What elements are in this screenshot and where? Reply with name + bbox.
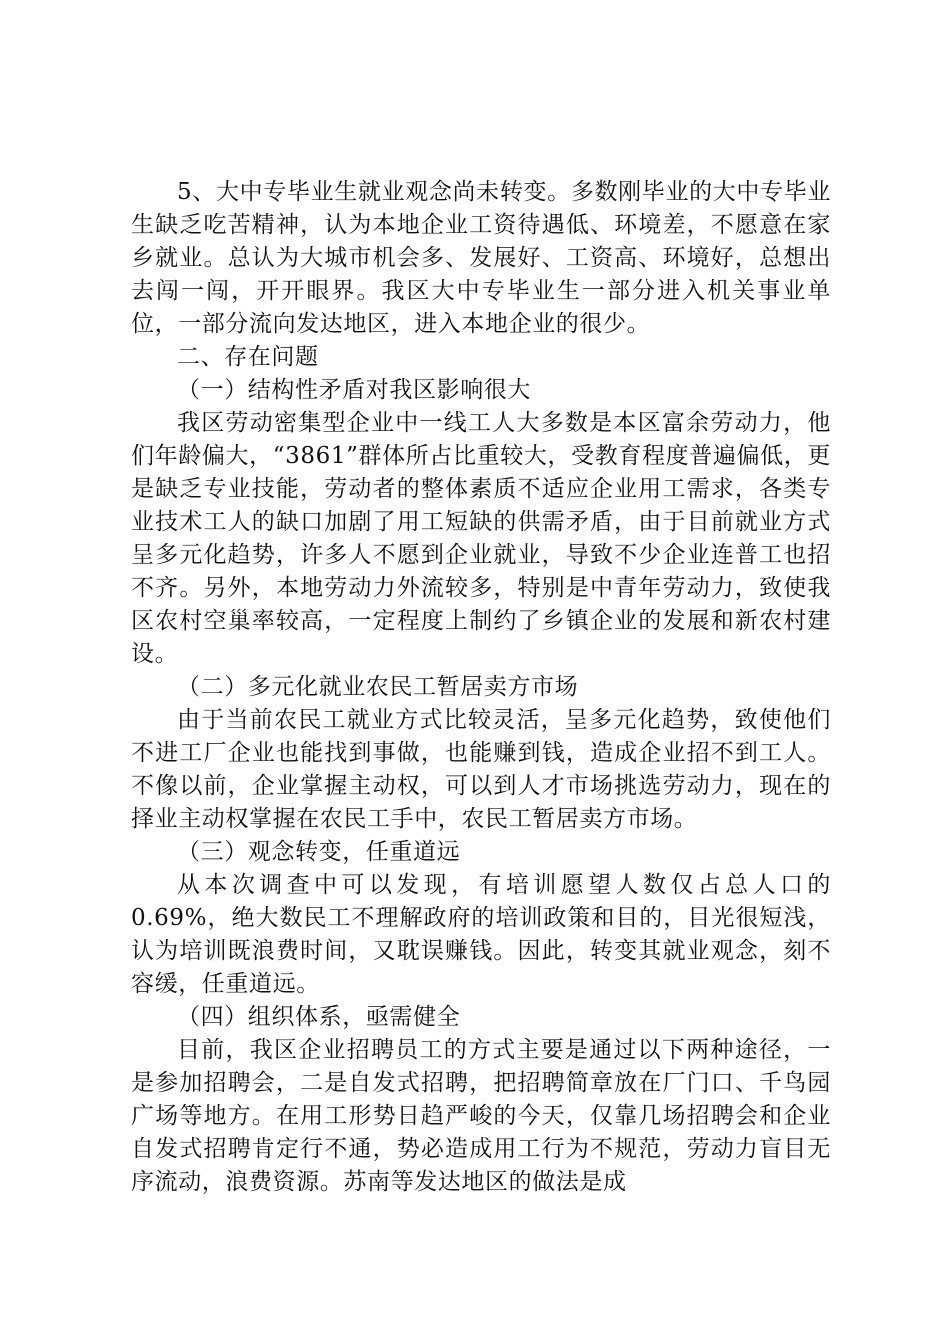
subheading-seller-market: （二）多元化就业农民工暂居卖方市场 (177, 674, 579, 700)
paragraph-structural: 我区劳动密集型企业中一线工人大多数是本区富余劳动力，他们年龄偏大，“3861”群体所占比重较大，受教育程度普遍偏低，更是缺乏专业技能，劳动者的整体素质不适应企业用工需求，各类专业技术工人的缺口加剧了用工短缺的供需矛盾，由于目前就业方式呈多元化趋势，许多人不愿到企业就业，导致不少企业连普工也招不齐。另外，本地劳动力外流较多，特别是中青年劳动力，致使我区农村空巢率较高，一定程度上制约了乡镇企业的发展和新农村建设。 (131, 410, 831, 667)
paragraph-graduates: 5、大中专毕业生就业观念尚未转变。多数刚毕业的大中专毕业生缺乏吃苦精神，认为本地企业工资待遇低、环境差，不愿意在家乡就业。总认为大城市机会多、发展好、工资高、环境好，总想出去闯一闯，开开眼界。我区大中专毕业生一部分进入机关事业单位，一部分流向发达地区，进入本地企业的很少。 (131, 179, 831, 337)
section-heading-problems: 二、存在问题 (177, 344, 319, 370)
document-body (131, 176, 831, 1199)
paragraph-seller-market: 由于当前农民工就业方式比较灵活，呈多元化趋势，致使他们不进工厂企业也能找到事做，也能赚到钱，造成企业招不到工人。不像以前，企业掌握主动权，可以到人才市场挑选劳动力，现在的择业主动权掌握在农民工手中，农民工暂居卖方市场。 (131, 707, 831, 832)
subheading-structural: （一）结构性矛盾对我区影响很大 (177, 377, 531, 403)
paragraph-mindset: 从本次调查中可以发现，有培训愿望人数仅占总人口的0.69%，绝大数民工不理解政府的培训政策和目的，目光很短浅，认为培训既浪费时间，又耽误赚钱。因此，转变其就业观念，刻不容缓，任重道远。 (131, 872, 831, 997)
subheading-mindset: （三）观念转变，任重道远 (177, 839, 461, 865)
subheading-organization: （四）组织体系，亟需健全 (177, 1004, 461, 1030)
paragraph-organization: 目前，我区企业招聘员工的方式主要是通过以下两种途径，一是参加招聘会，二是自发式招聘，把招聘简章放在厂门口、千鸟园广场等地方。在用工形势日趋严峻的今天，仅靠几场招聘会和企业自发式招聘肯定行不通，势必造成用工行为不规范，劳动力盲目无序流动，浪费资源。苏南等发达地区的做法是成 (131, 1037, 831, 1195)
